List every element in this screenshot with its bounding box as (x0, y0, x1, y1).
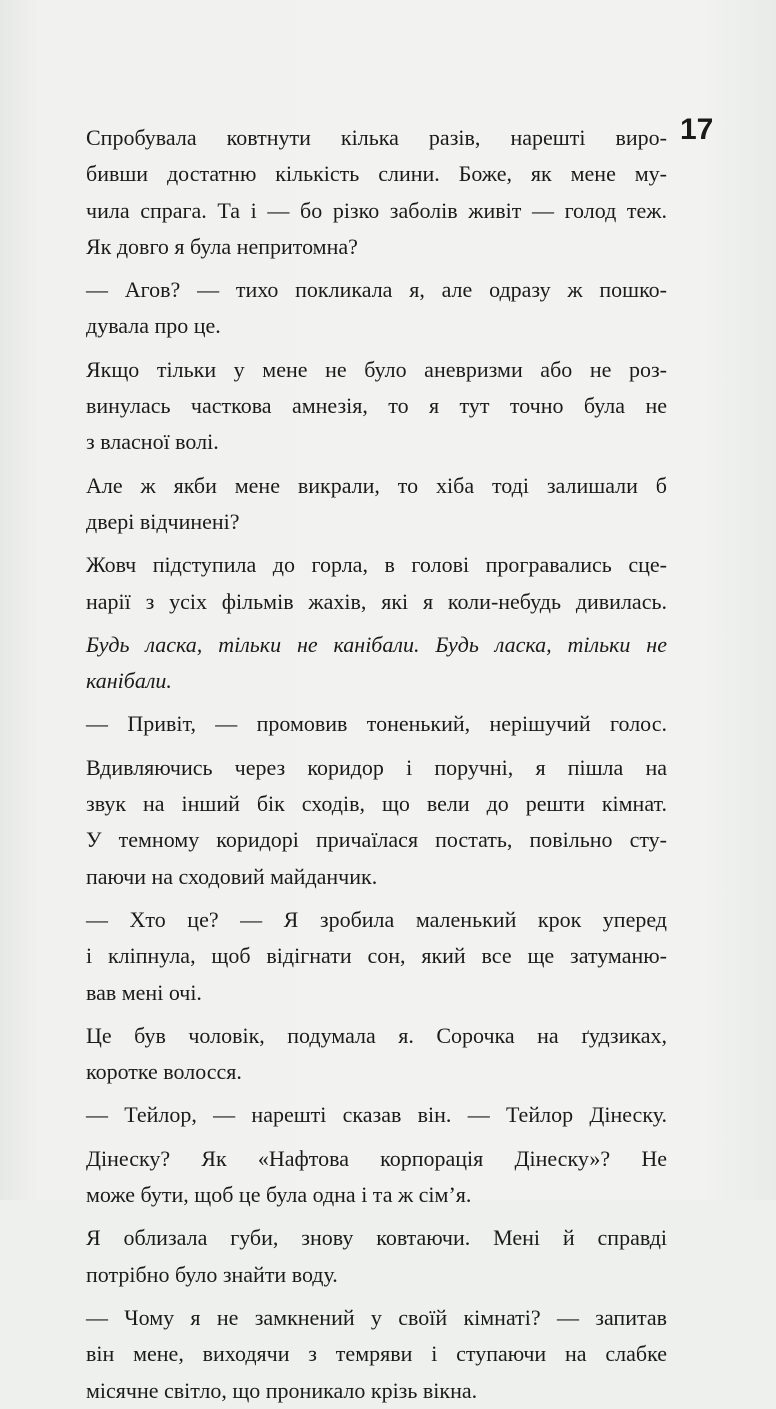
text-line: звук на інший бік сходів, що вели до решти кімнат. (86, 791, 667, 817)
text-line: Якщо тільки у мене не було аневризми або не роз- (86, 356, 667, 382)
paragraph-gap (86, 345, 667, 352)
paragraph-gap (86, 895, 667, 902)
text-line: двері відчинені? (86, 508, 240, 534)
paragraph-gap (86, 620, 667, 627)
page-number: 17 (680, 113, 714, 146)
text-line: Дінеску? Як «Нафтова корпорація Дінеску»? Не (86, 1145, 667, 1171)
paragraph-gap (86, 540, 667, 547)
paragraph-gap (86, 461, 667, 468)
text-line: Але ж якби мене викрали, то хіба тоді залишали б (86, 472, 667, 498)
text-line: з власної волі. (86, 429, 219, 455)
text-line: вав мені очі. (86, 979, 202, 1005)
text-line: Будь ласка, тільки не канібали. Будь ласка, тільки не (86, 631, 667, 657)
paragraph-gap (86, 265, 667, 272)
text-line: — Тейлор, — нарешті сказав він. — Тейлор Дінеску. (86, 1102, 667, 1128)
text-line: Це був чоловік, подумала я. Сорочка на ґудзиках, (86, 1022, 667, 1048)
paragraph-gap (86, 743, 667, 750)
text-line: місячне світло, що проникало крізь вікна. (86, 1377, 478, 1403)
text-line: — Чому я не замкнений у своїй кімнаті? — запитав (86, 1304, 667, 1330)
text-line: — Привіт, — промовив тоненький, нерішучий голос. (86, 711, 667, 737)
body-text (86, 120, 667, 1409)
paragraph-gap (86, 1011, 667, 1018)
text-line: — Агов? — тихо покликала я, але одразу ж пошко- (86, 277, 667, 303)
text-line: канібали. (86, 668, 172, 694)
paragraph-gap (86, 699, 667, 706)
text-line: У темному коридорі причаїлася постать, повільно сту- (86, 827, 667, 853)
text-line: паючи на сходовий майданчик. (86, 863, 378, 889)
text-line: винулась часткова амнезія, то я тут точно була не (86, 393, 667, 419)
text-line: може бути, щоб це була одна і та ж сім’я. (86, 1182, 472, 1208)
text-line: Спробувала ковтнути кілька разів, нарешті виро- (86, 125, 667, 150)
text-line: Вдивляючись через коридор і поручні, я пішла на (86, 754, 667, 780)
text-line: потрібно було знайти воду. (86, 1261, 338, 1287)
text-line: Я облизала губи, знову ковтаючи. Мені й справді (86, 1225, 667, 1251)
text-line: нарії з усіх фільмів жахів, які я коли-небудь дивилась. (86, 588, 667, 614)
paragraph-gap (86, 1090, 667, 1097)
paragraph-gap (86, 1213, 667, 1220)
text-line: він мене, виходячи з темряви і ступаючи на слабке (86, 1341, 667, 1367)
text-line: Жовч підступила до горла, в голові програвались сце- (86, 552, 667, 578)
text-line: і кліпнула, щоб відігнати сон, який все ще затуманю- (86, 943, 667, 969)
text-line: — Хто це? — Я зробила маленький крок уперед (86, 906, 667, 932)
paragraph-gap (86, 1134, 667, 1141)
text-line: чила спрага. Та і — бо різко заболів живіт — голод теж. (86, 197, 667, 223)
text-line: Як довго я була непритомна? (86, 233, 358, 259)
text-line: дувала про це. (86, 313, 221, 339)
text-line: бивши достатню кількість слини. Боже, як мене му- (86, 161, 667, 187)
text-line: коротке волосся. (86, 1059, 242, 1085)
paragraph-gap (86, 1293, 667, 1300)
